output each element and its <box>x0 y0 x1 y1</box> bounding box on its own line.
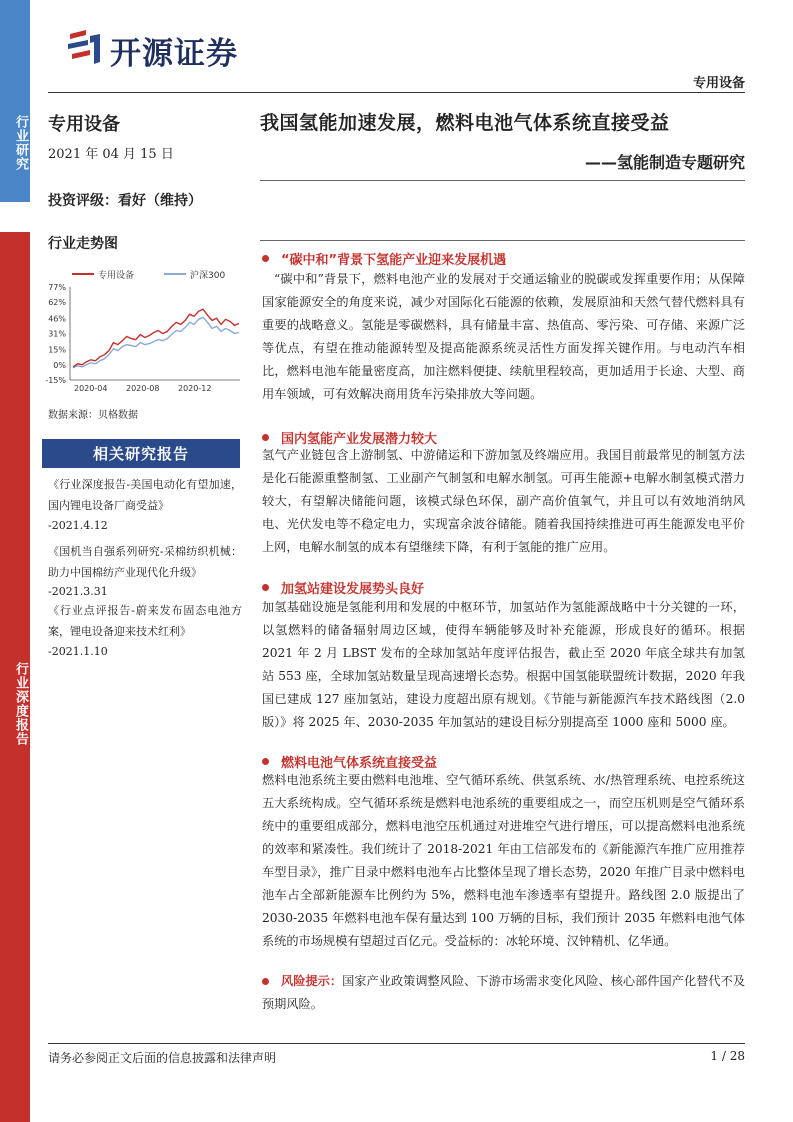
trend-chart-title: 行业走势图 <box>48 236 118 252</box>
bullet-icon <box>262 978 269 985</box>
data-source: 数据来源：贝格数据 <box>48 410 138 421</box>
footer-disclaimer: 请务必参阅正文后面的信息披露和法律声明 <box>48 1051 277 1065</box>
header-divider <box>48 92 745 93</box>
bullet-icon <box>262 434 269 441</box>
y-tick-label: 31% <box>48 329 66 339</box>
sector-name: 专用设备 <box>48 114 120 135</box>
section-body-3: 加氢基础设施是氢能利用和发展的中枢环节，加氢站作为氢能源战略中十分关键的一环，以氢燃料的储备辐射周边区域，使得车辆能够及时补充能源，形成良好的循环。根据 2021 年 2 月 LBST 发布的全球加氢站年度评估报告，截止至 2020 年底全球共有加氢站 553 座，全球加氢站数量呈现高速增长态势。根据中国氢能联盟统计数据，2020 年我国已建成 127 座加氢站，建设力度超出原有规划。《节能与新能源汽车技术路线图（2.0 版）》将 2025 年、2030-2035 年加氢站的建设目标分别提高至 1000 座和 5000 座。 <box>262 600 745 729</box>
y-tick-label: 62% <box>48 298 66 308</box>
section-divider <box>260 240 745 241</box>
series-line-sector <box>73 309 239 367</box>
bullet-icon <box>262 758 269 765</box>
side-tab-deep-report: 行业深度报告 <box>0 232 30 1122</box>
header-category: 专用设备 <box>692 76 745 91</box>
section-heading-1 <box>262 249 506 268</box>
report-subtitle: ——氢能制造专题研究 <box>584 153 745 172</box>
related-reports-header: 相关研究报告 <box>42 439 240 468</box>
related-report-3-date: -2021.1.10 <box>48 645 108 658</box>
bullet-icon <box>262 584 269 591</box>
related-report-2-date: -2021.3.31 <box>48 585 108 598</box>
section-heading-text: “碳中和”背景下氢能产业迎来发展机遇 <box>281 253 507 268</box>
side-tab-industry-research: 行业研究 <box>0 0 30 202</box>
y-tick-label: 46% <box>48 314 66 324</box>
section-body-1: “碳中和”背景下，燃料电池产业的发展对于交通运输业的脱碳或发挥重要作用；从保障国家能源安全的角度来说，减少对国际化石能源的依赖，发展原油和天然气替代燃料具有重要的战略意义。氢能是零碳燃料，具有储量丰富、热值高、零污染、可存储、来源广泛等优点，有望在推动能源转型及提高能源系统灵活性方面发挥关键作用。与电动汽车相比，燃料电池车能量密度高，加注燃料便捷、续航里程较高，更加适用于长途、大型、商用车领域，可有效解决商用货车污染排放大等问题。 <box>262 272 745 401</box>
y-tick-label: 15% <box>48 345 66 355</box>
industry-trend-chart <box>40 262 245 402</box>
page-number: 1 / 28 <box>710 1049 745 1063</box>
bullet-icon <box>262 255 269 262</box>
legend-label: 专用设备 <box>98 271 135 281</box>
related-report-1[interactable]: 《行业深度报告-美国电动化有望加速，国内锂电设备厂商受益》 <box>48 478 242 512</box>
risk-label: 风险提示： <box>281 974 343 988</box>
section-body-2: 氢气产业链包含上游制氢、中游储运和下游加氢及终端应用。我国目前最常见的制氢方法是化石能源重整制氢、工业副产气制氢和电解水制氢。可再生能源+电解水制氢模式潜力较大，有望解决储能问题，该模式绿色环保，副产高价值氧气，并且可以有效地消纳风电、光伏发电等不稳定电力，实现富余波谷储能。随着我国持续推进可再生能源发电平价上网，电解水制氢的成本有望继续下降，有利于氢能的推广应用。 <box>262 448 745 554</box>
series-line-hs300 <box>73 317 239 368</box>
x-tick-label: 2020-08 <box>126 384 160 393</box>
brand-name: 开源证券 <box>110 36 238 72</box>
related-report-2[interactable]: 《国机当自强系列研究-采棉纺织机械：助力中国棉纺产业现代化升级》 <box>48 545 242 579</box>
risk-body: 国家产业政策调整风险、下游市场需求变化风险、核心部件国产化替代不及预期风险。 <box>262 974 746 1011</box>
section-heading-text: 国内氢能产业发展潜力较大 <box>281 432 438 447</box>
related-report-3[interactable]: 《行业点评报告-蔚来发布固态电池方案，锂电设备迎来技术红利》 <box>48 604 242 638</box>
report-title: 我国氢能加速发展，燃料电池气体系统直接受益 <box>260 112 670 134</box>
section-body-4: 燃料电池系统主要由燃料电池堆、空气循环系统、供氢系统、水/热管理系统、电控系统这五大系统构成。空气循环系统是燃料电池系统的重要组成之一，而空压机则是空气循环系统中的重要组成部分，燃料电池空压机通过对进堆空气进行增压，可以提高燃料电池系统的效率和紧凑性。我们统计了 2018-2021 年由工信部发布的《新能源汽车推广应用推荐车型目录》，推广目录中燃料电池车占比整体呈现了增长态势，2020 年推广目录中燃料电池车占全部新能源车比例约为 5%，燃料电池车渗透率有望提升。路线图 2.0 版提出了 2030-2035 年燃料电池车保有量达到 100 万辆的目标，我们预计 2035 年燃料电池气体系统的市场规模有望超过百亿元。受益标的：冰轮环境、汉钟精机、亿华通。 <box>262 773 745 948</box>
risk-note <box>262 970 745 1016</box>
legend-label: 沪深300 <box>190 271 226 281</box>
section-heading-text: 燃料电池气体系统直接受益 <box>281 756 438 771</box>
footer-divider <box>48 1043 745 1044</box>
investment-rating: 投资评级：看好（维持） <box>48 193 202 209</box>
y-tick-label: 0% <box>53 360 66 370</box>
brand-logo-icon <box>66 28 106 72</box>
report-date: 2021 年 04 月 15 日 <box>48 147 174 162</box>
y-tick-label: -15% <box>45 376 66 385</box>
section-heading-text: 加氢站建设发展势头良好 <box>281 582 425 597</box>
x-tick-label: 2020-12 <box>178 384 212 393</box>
y-tick-label: 77% <box>48 283 66 292</box>
related-report-1-date: -2021.4.12 <box>48 519 108 532</box>
section-heading-3 <box>262 578 424 597</box>
x-tick-label: 2020-04 <box>74 384 108 393</box>
title-divider <box>260 180 745 181</box>
